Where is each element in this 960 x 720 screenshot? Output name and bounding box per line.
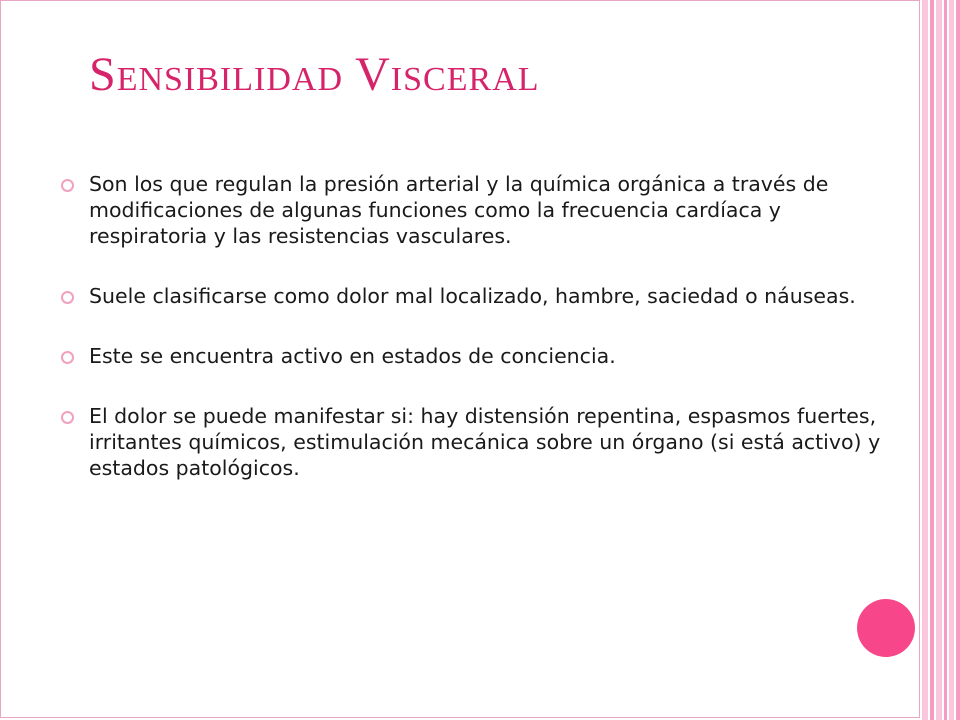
ring-bullet-icon: [61, 411, 74, 424]
bullet-text: Suele clasificarse como dolor mal localizado, hambre, saciedad o náuseas.: [89, 284, 856, 308]
stripe: [956, 0, 960, 720]
bullet-item: [57, 343, 897, 369]
bullet-text: Son los que regulan la presión arterial y la química orgánica a través de modificaciones de algunas funciones como la frecuencia cardíaca y respiratoria y las resistencias vasculares.: [89, 172, 829, 248]
stripe: [922, 0, 928, 720]
bullet-text: El dolor se puede manifestar si: hay distensión repentina, espasmos fuertes, irritantes químicos, estimulación mecánica sobre un órgano (si está activo) y estados patológicos.: [89, 404, 881, 480]
bullet-item: [57, 283, 897, 309]
stripe: [949, 0, 954, 720]
ring-bullet-icon: [61, 179, 74, 192]
decorative-circle: [857, 599, 915, 657]
decorative-stripes: [922, 0, 960, 720]
stripe: [936, 0, 942, 720]
stripe: [930, 0, 934, 720]
ring-bullet-icon: [61, 291, 74, 304]
bullet-item: [57, 171, 897, 249]
bullet-item: [57, 403, 897, 481]
bullet-list: [57, 171, 897, 515]
stripe: [944, 0, 947, 720]
slide-title: Sensibilidad Visceral: [89, 48, 540, 101]
ring-bullet-icon: [61, 351, 74, 364]
bullet-text: Este se encuentra activo en estados de conciencia.: [89, 344, 616, 368]
